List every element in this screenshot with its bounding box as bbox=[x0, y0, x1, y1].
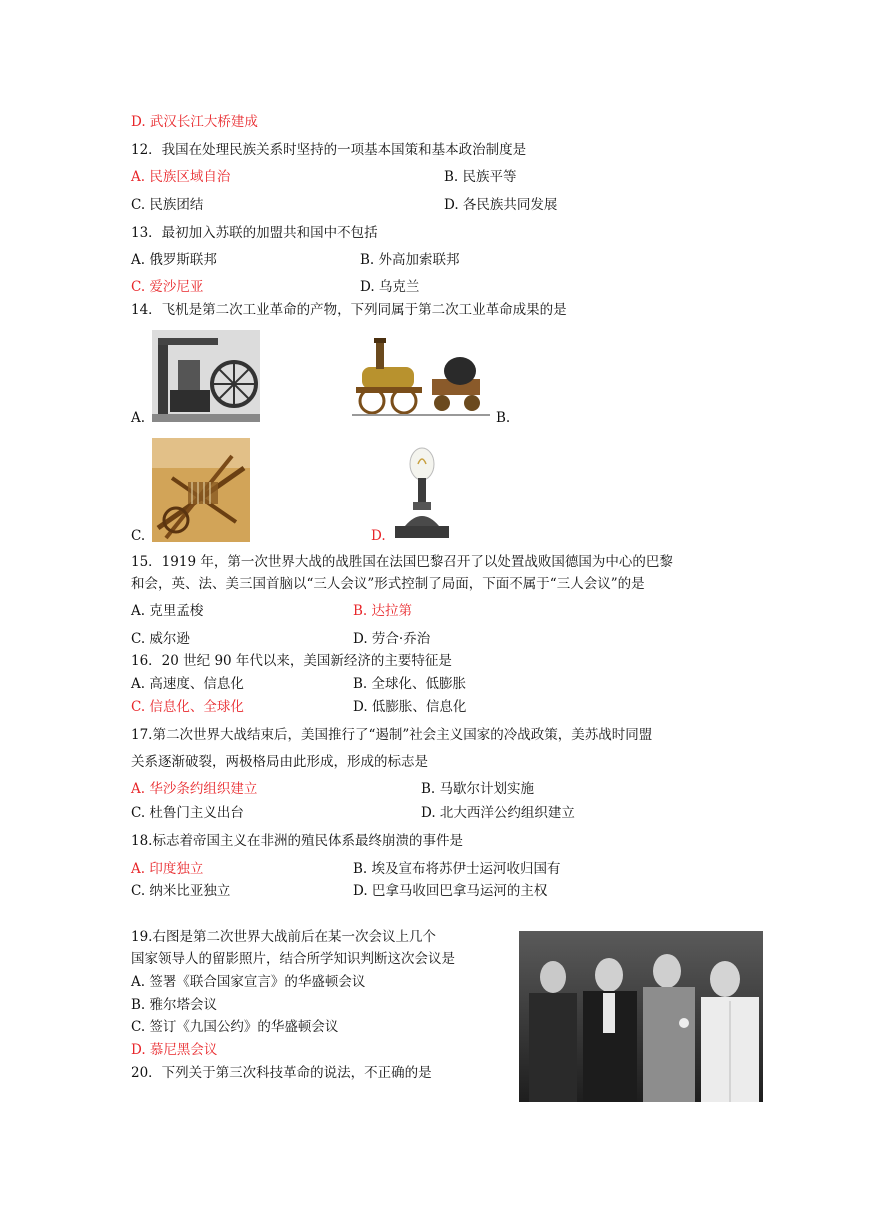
steam-locomotive-image bbox=[352, 335, 490, 423]
q17-option-a: A. 华沙条约组织建立 bbox=[131, 781, 258, 797]
q19-stem-line2: 国家领导人的留影照片，结合所学知识判断这次会议是 bbox=[131, 951, 455, 967]
q18-option-c: C. 纳米比亚独立 bbox=[131, 883, 231, 899]
q15-stem-line2: 和会，英、法、美三国首脑以“三人会议”形式控制了局面，下面不属于“三人会议”的是 bbox=[131, 576, 645, 592]
q19-option-c: C. 签订《九国公约》的华盛顿会议 bbox=[131, 1019, 339, 1035]
q18-option-d: D. 巴拿马收回巴拿马运河的主权 bbox=[353, 883, 548, 899]
q16-stem: 16．20 世纪 90 年代以来，美国新经济的主要特征是 bbox=[131, 653, 452, 669]
q15-stem-line1: 15．1919 年，第一次世界大战的战胜国在法国巴黎召开了以处置战败国德国为中心的巴黎 bbox=[131, 554, 673, 570]
q13-option-c: C. 爱沙尼亚 bbox=[131, 279, 204, 295]
q20-stem: 20．下列关于第三次科技革命的说法，不正确的是 bbox=[131, 1065, 432, 1081]
q13-option-b: B. 外高加索联邦 bbox=[360, 252, 460, 268]
q17-option-c: C. 杜鲁门主义出台 bbox=[131, 805, 244, 821]
q15-option-b: B. 达拉第 bbox=[353, 603, 413, 619]
light-bulb-image bbox=[393, 442, 451, 542]
q18-option-a: A. 印度独立 bbox=[131, 861, 204, 877]
q14-stem: 14．飞机是第二次工业革命的产物，下列同属于第二次工业革命成果的是 bbox=[131, 302, 567, 318]
q16-option-a: A. 高速度、信息化 bbox=[131, 676, 244, 692]
steam-engine-image bbox=[152, 330, 260, 422]
q14-label-a: A. bbox=[131, 410, 146, 426]
q19-option-a: A. 签署《联合国家宣言》的华盛顿会议 bbox=[131, 974, 366, 990]
q19-stem-line1: 19.右图是第二次世界大战前后在某一次会议上几个 bbox=[131, 929, 436, 945]
q12-stem: 12．我国在处理民族关系时坚持的一项基本国策和基本政治制度是 bbox=[131, 142, 527, 158]
q15-option-c: C. 威尔逊 bbox=[131, 631, 190, 647]
q18-option-b: B. 埃及宣布将苏伊士运河收归国有 bbox=[353, 861, 561, 877]
spinning-jenny-image bbox=[152, 438, 250, 542]
q12-option-a: A. 民族区域自治 bbox=[131, 169, 231, 185]
leaders-photo-image bbox=[519, 931, 763, 1102]
q13-option-d: D. 乌克兰 bbox=[360, 279, 420, 295]
q17-option-d: D. 北大西洋公约组织建立 bbox=[421, 805, 575, 821]
q13-option-a: A. 俄罗斯联邦 bbox=[131, 252, 217, 268]
q15-option-d: D. 劳合·乔治 bbox=[353, 631, 431, 647]
q12-option-d: D. 各民族共同发展 bbox=[444, 197, 558, 213]
q16-option-c: C. 信息化、全球化 bbox=[131, 699, 244, 715]
q17-stem-line1: 17.第二次世界大战结束后，美国推行了“遏制”社会主义国家的冷战政策，美苏战时同盟 bbox=[131, 727, 653, 743]
q18-stem: 18.标志着帝国主义在非洲的殖民体系最终崩溃的事件是 bbox=[131, 833, 463, 849]
q16-option-b: B. 全球化、低膨胀 bbox=[353, 676, 467, 692]
q13-stem: 13．最初加入苏联的加盟共和国中不包括 bbox=[131, 225, 378, 241]
q17-option-b: B. 马歇尔计划实施 bbox=[421, 781, 535, 797]
q14-label-b: B. bbox=[496, 410, 511, 426]
q12-option-c: C. 民族团结 bbox=[131, 197, 204, 213]
q19-option-d: D. 慕尼黑会议 bbox=[131, 1042, 218, 1058]
q11-option-d: D. 武汉长江大桥建成 bbox=[131, 114, 258, 130]
q17-stem-line2: 关系逐渐破裂，两极格局由此形成，形成的标志是 bbox=[131, 754, 428, 770]
q19-option-b: B. 雅尔塔会议 bbox=[131, 997, 218, 1013]
q14-label-c: C. bbox=[131, 528, 146, 544]
q14-label-d: D. bbox=[371, 528, 386, 544]
q15-option-a: A. 克里孟梭 bbox=[131, 603, 204, 619]
q16-option-d: D. 低膨胀、信息化 bbox=[353, 699, 467, 715]
q12-option-b: B. 民族平等 bbox=[444, 169, 517, 185]
